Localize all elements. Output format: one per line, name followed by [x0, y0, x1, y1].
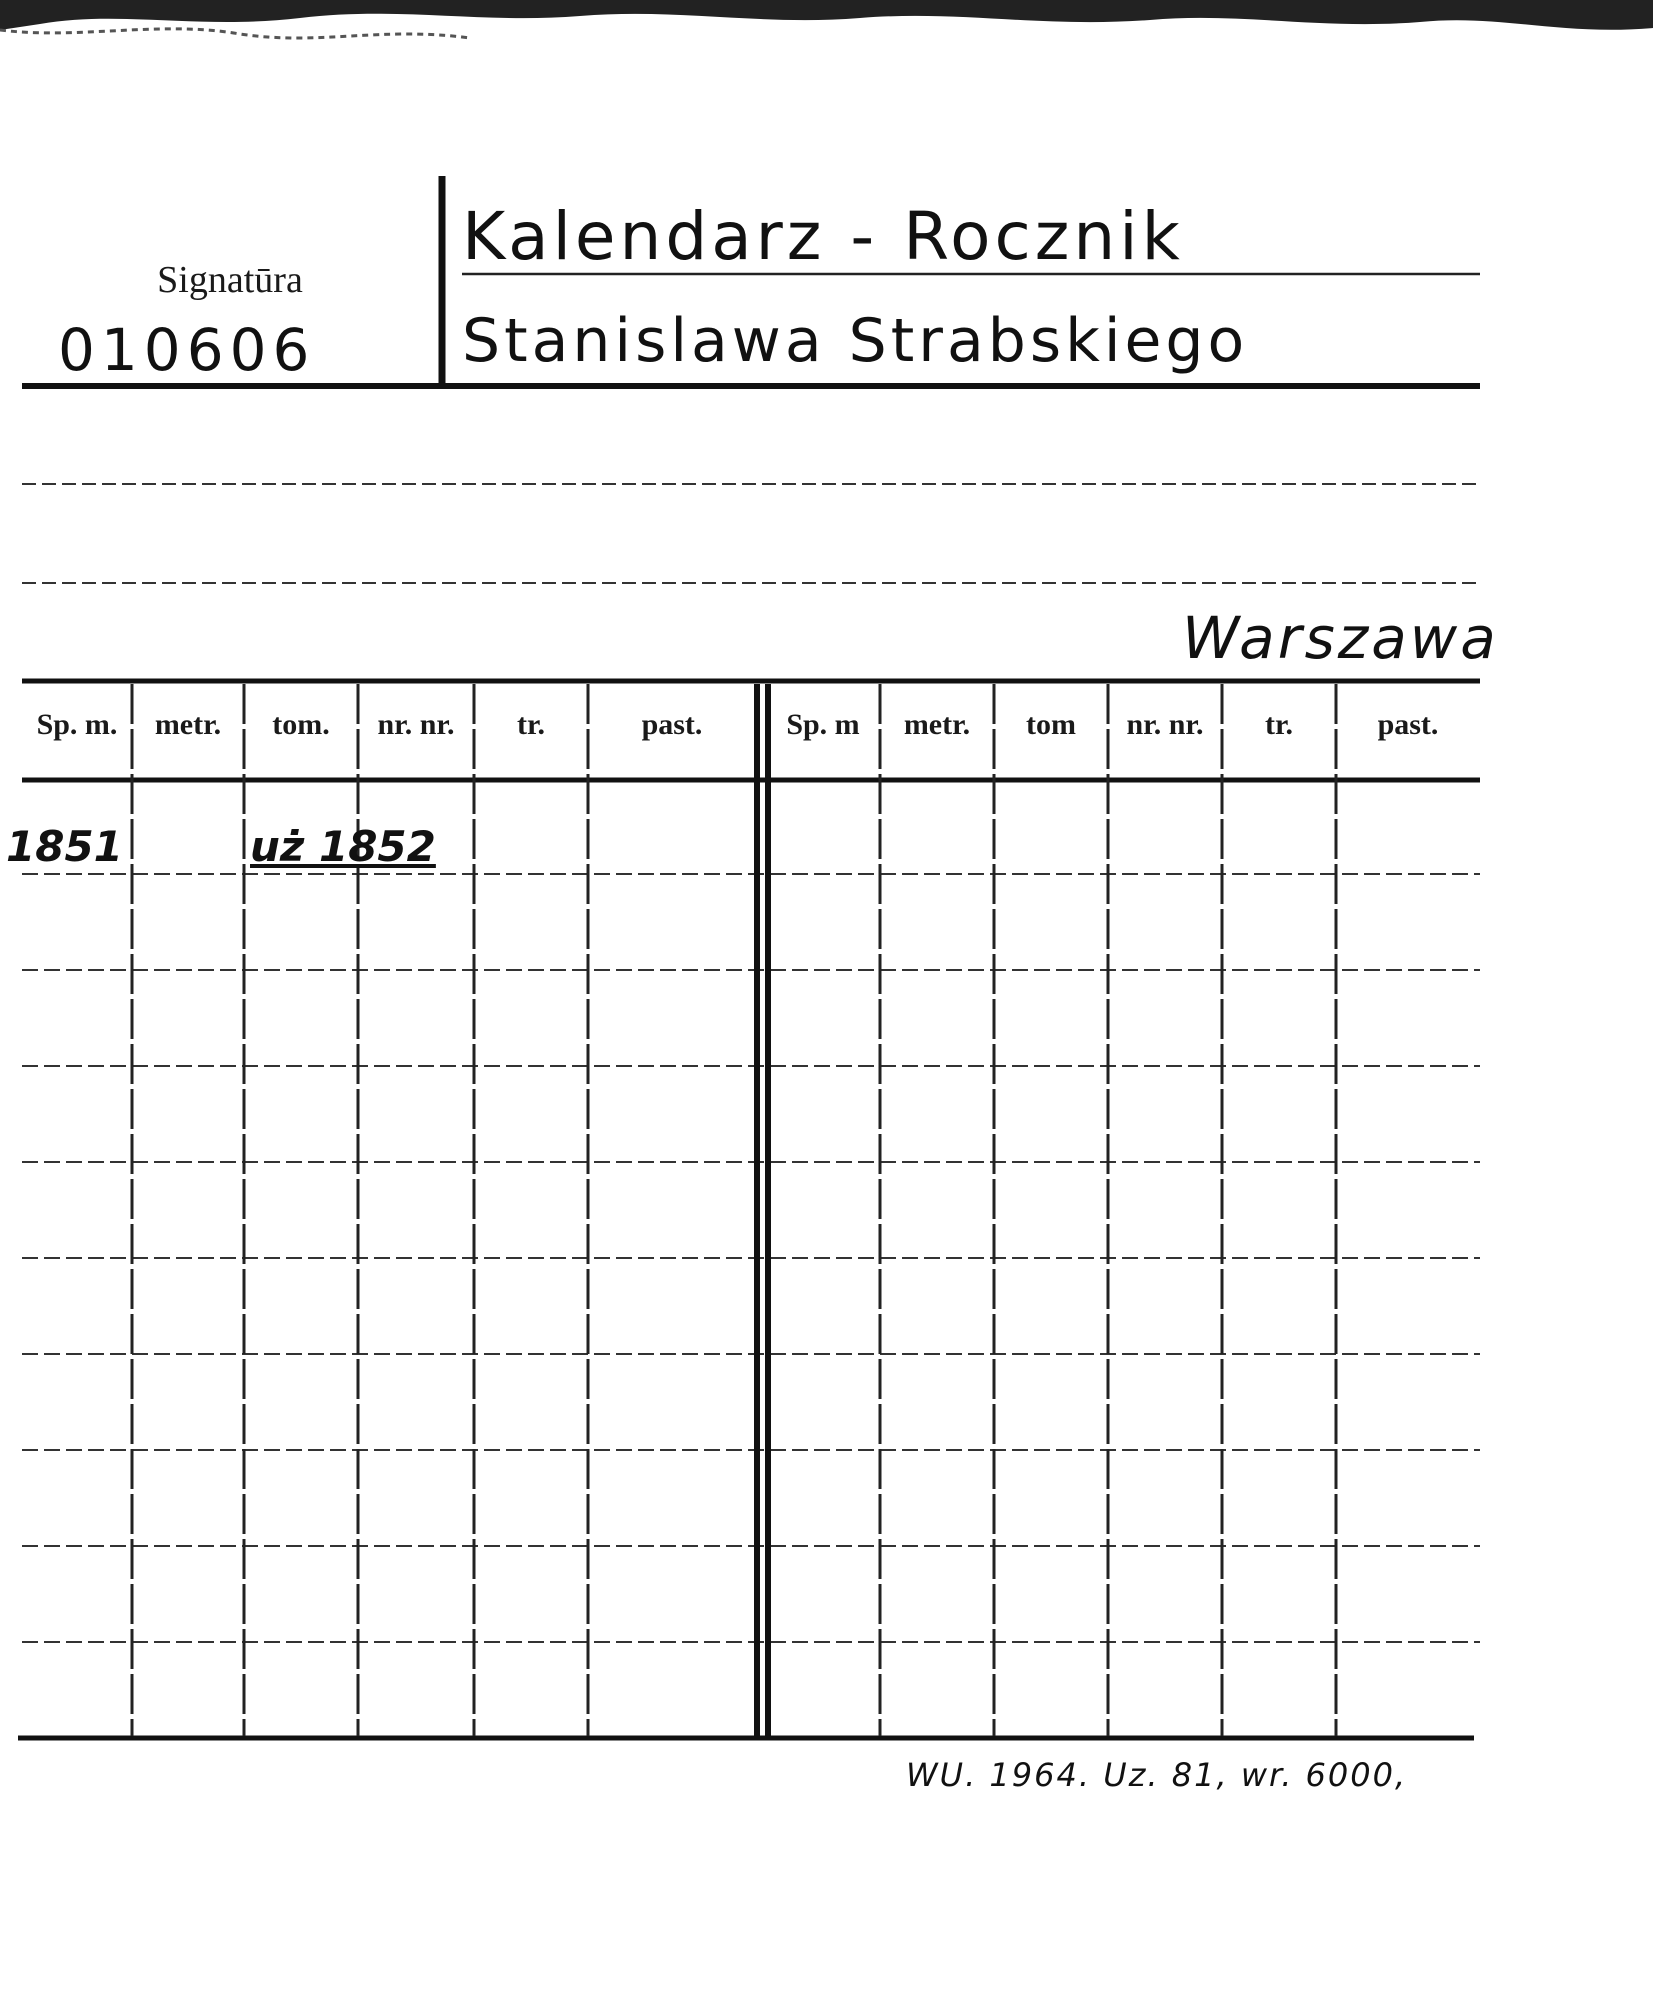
column-header: tom.: [272, 708, 330, 741]
column-header: tr.: [516, 708, 546, 741]
column-header: metr.: [154, 708, 222, 741]
column-header: past.: [1377, 708, 1439, 741]
signatura-value: 010606: [58, 316, 316, 384]
title-line-2: Stanislawa Strabskiego: [462, 306, 1249, 376]
signatura-label: Signatūra: [157, 259, 303, 301]
place-name: Warszawa: [1182, 604, 1499, 672]
column-header: tom: [1026, 708, 1076, 741]
table-cell-sp-m: 1851: [6, 822, 123, 871]
column-header: past.: [641, 708, 703, 741]
column-header: nr. nr.: [377, 708, 455, 741]
printer-note: WU. 1964. Uz. 81, wr. 6000,: [906, 1756, 1408, 1794]
column-header: Sp. m: [786, 708, 860, 741]
table-cell-tom: uż 1852: [250, 822, 436, 871]
column-header: Sp. m.: [36, 708, 118, 741]
column-header: nr. nr.: [1126, 708, 1204, 741]
column-header: metr.: [903, 708, 971, 741]
title-line-1: Kalendarz - Rocznik: [462, 198, 1184, 275]
column-header: tr.: [1264, 708, 1294, 741]
